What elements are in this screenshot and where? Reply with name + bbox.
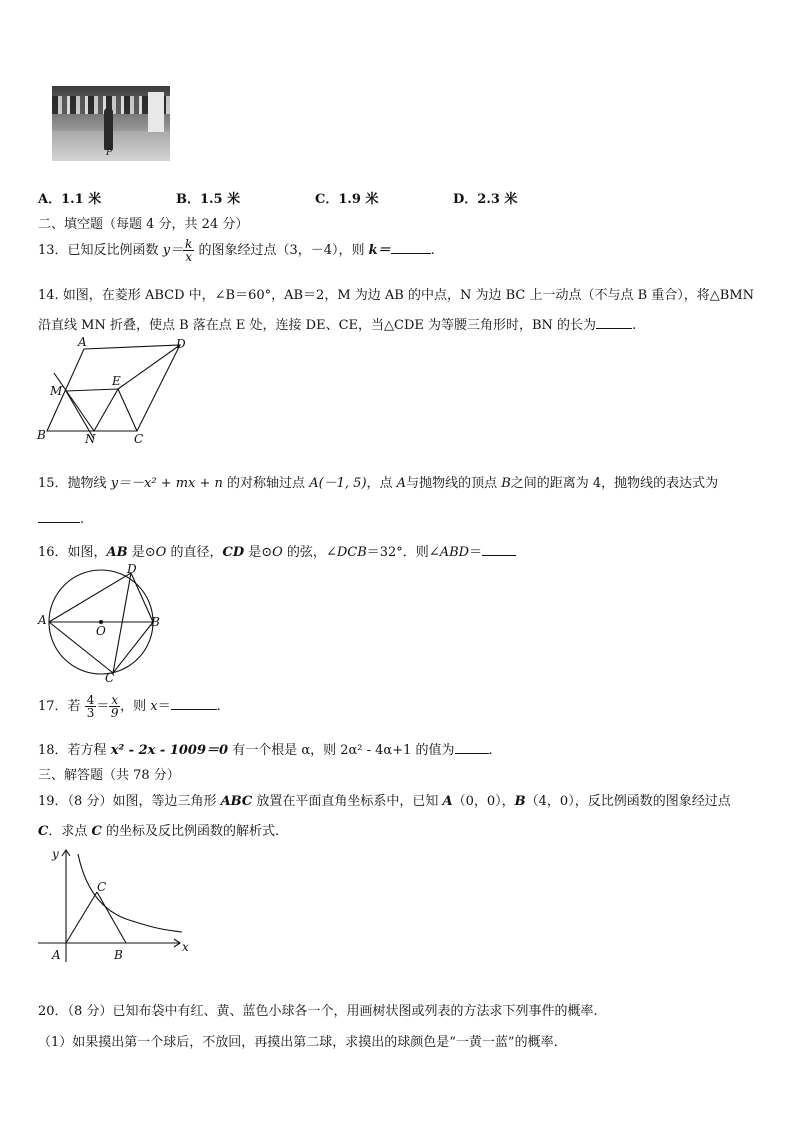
label-b: B <box>37 428 46 442</box>
label-o: O <box>96 624 106 638</box>
question-19-line1: 19．（8 分）如图，等边三角形 ABC 放置在平面直角坐标系中，已知 A（0，0），B（4，0），反比例函数的图象经过点 <box>38 794 731 809</box>
label-c: C <box>134 432 144 445</box>
photo-image <box>52 86 170 161</box>
question-13: 13．已知反比例函数 y＝ $\frac{k}{x}$ 的图象经过点（3，－4），则 k＝ . <box>38 237 435 264</box>
rhombus-figure <box>30 335 200 445</box>
question-17: 17．若 $\frac{4}{3}$ ＝ $\frac{x}{9}$ ，则 x＝ . <box>38 693 221 720</box>
photo-label: P <box>106 148 113 158</box>
option-a: A．1.1 米 <box>38 192 102 207</box>
label-m: M <box>50 384 63 398</box>
label-a: A <box>38 613 47 627</box>
question-18: 18．若方程 x² - 2x - 1009＝0 有一个根是 α，则 2α² - 4α+1 的值为 . <box>38 743 493 758</box>
question-16: 16．如图，AB 是⊙O 的直径，CD 是⊙O 的弦，∠DCB＝32°．则∠ABD＝ <box>38 541 516 560</box>
question-20-line1: 20．（8 分）已知布袋中有红、黄、蓝色小球各一个，用画树状图或列表的方法求下列事件的概率. <box>38 1004 598 1019</box>
question-19-line2: C．求点 C 的坐标及反比例函数的解析式. <box>38 824 280 839</box>
question-14-line2: 沿直线 MN 折叠，使点 B 落在点 E 处，连接 DE、CE，当△CDE 为等腰三角形时，BN 的长为 . <box>38 318 637 333</box>
label-b: B <box>114 948 123 962</box>
label-a: A <box>78 335 87 349</box>
question-15: 15．抛物线 y＝－x² + mx + n 的对称轴过点 A(－1, 5)，点 A与抛物线的顶点 B之间的距离为 4，抛物线的表达式为 <box>38 476 719 491</box>
section-heading-fill-in: 二、填空题（每题 4 分，共 24 分） <box>38 217 249 232</box>
label-e: E <box>112 374 121 388</box>
section-heading-answer: 三、解答题（共 78 分） <box>38 768 180 783</box>
label-c: C <box>105 671 115 684</box>
question-15-answer: . <box>38 510 84 527</box>
label-d: D <box>127 562 137 576</box>
label-d: D <box>176 337 186 351</box>
person-figure <box>104 108 113 150</box>
axis-label-y: y <box>52 847 59 861</box>
coordinate-figure <box>34 842 194 967</box>
label-c: C <box>97 880 107 894</box>
option-d: D．2.3 米 <box>453 192 518 207</box>
label-n: N <box>85 432 96 445</box>
option-c: C．1.9 米 <box>315 192 379 207</box>
axis-label-x: x <box>182 940 189 954</box>
question-20-part1: （1）如果摸出第一个球后，不放回，再摸出第二球，求摸出的球颜色是“一黄一蓝”的概率. <box>38 1035 558 1050</box>
label-a: A <box>52 948 61 962</box>
option-b: B．1.5 米 <box>176 192 241 207</box>
label-b: B <box>151 615 160 629</box>
circle-figure <box>34 562 169 684</box>
question-14-line1: 14. 如图，在菱形 ABCD 中，∠B＝60°，AB＝2，M 为边 AB 的中点，N 为边 BC 上一动点（不与点 B 重合），将△BMN <box>38 288 755 303</box>
